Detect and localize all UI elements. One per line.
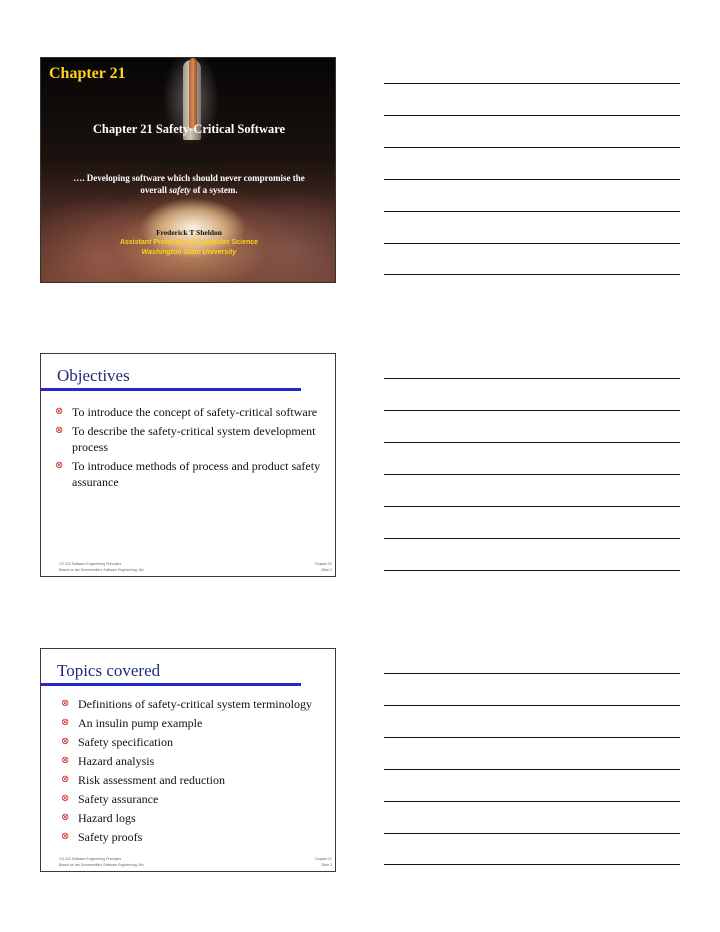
slide-footer-number: Chapter 21 Slide 2 <box>314 562 332 572</box>
circled-x-bullet-icon: ⊗ <box>61 812 70 823</box>
author-name: Frederick T Sheldon <box>156 228 222 237</box>
list-item: ⊗ Definitions of safety-critical system terminology <box>61 697 312 711</box>
note-line <box>384 274 680 275</box>
list-item: ⊗ To describe the safety-critical system development process <box>55 424 316 454</box>
note-line <box>384 179 680 180</box>
list-item: ⊗ Hazard logs <box>61 811 136 825</box>
circled-x-bullet-icon: ⊗ <box>55 425 64 436</box>
note-line <box>384 506 680 507</box>
circled-x-bullet-icon: ⊗ <box>61 793 70 804</box>
note-line <box>384 737 680 738</box>
slide-title: Topics covered <box>57 661 161 680</box>
chapter-label: Chapter 21 <box>49 65 126 82</box>
list-item: ⊗ Safety assurance <box>61 792 159 806</box>
list-item: ⊗ An insulin pump example <box>61 716 203 730</box>
note-line <box>384 538 680 539</box>
circled-x-bullet-icon: ⊗ <box>55 460 64 471</box>
list-item: ⊗ Safety proofs <box>61 830 143 844</box>
note-line <box>384 115 680 116</box>
circled-x-bullet-icon: ⊗ <box>61 774 70 785</box>
author-position: Assistant Professor of Computer Science <box>119 239 259 246</box>
learning-objective-text: …. Developing software which should never compromise the overall safety of a system. <box>73 173 305 195</box>
note-line <box>384 570 680 571</box>
note-line <box>384 474 680 475</box>
slide-title: Chapter 21 Safety-Critical Software <box>92 122 286 136</box>
note-line <box>384 410 680 411</box>
title-underline <box>41 683 301 686</box>
author-university: Washington State University <box>141 249 237 256</box>
note-line <box>384 211 680 212</box>
list-item: ⊗ To introduce the concept of safety-critical software <box>55 405 318 419</box>
bullet-list <box>61 696 321 848</box>
circled-x-bullet-icon: ⊗ <box>61 717 70 728</box>
objectives-slide <box>40 353 336 577</box>
bullet-list <box>55 404 325 493</box>
slide-footer-number: Chapter 21 Slide 3 <box>314 857 332 867</box>
note-line <box>384 378 680 379</box>
title-slide <box>40 57 336 283</box>
circled-x-bullet-icon: ⊗ <box>61 698 70 709</box>
list-item: ⊗ Risk assessment and reduction <box>61 773 225 787</box>
note-line <box>384 83 680 84</box>
circled-x-bullet-icon: ⊗ <box>55 406 64 417</box>
circled-x-bullet-icon: ⊗ <box>61 831 70 842</box>
slide-title: Objectives <box>57 366 130 385</box>
list-item: ⊗ Hazard analysis <box>61 754 155 768</box>
note-line <box>384 769 680 770</box>
external-tank-image <box>189 58 197 128</box>
note-line <box>384 833 680 834</box>
note-line <box>384 147 680 148</box>
circled-x-bullet-icon: ⊗ <box>61 736 70 747</box>
circled-x-bullet-icon: ⊗ <box>61 755 70 766</box>
note-line <box>384 864 680 865</box>
topics-slide <box>40 648 336 872</box>
slide-footer-course: CS 422 Software Engineering Principles Based on Ian Sommerville's Software Engineering, 6th <box>59 562 144 572</box>
note-line <box>384 673 680 674</box>
note-line <box>384 243 680 244</box>
note-line <box>384 705 680 706</box>
note-line <box>384 801 680 802</box>
slide-footer-course: CS 422 Software Engineering Principles Based on Ian Sommerville's Software Engineering, 6th <box>59 857 144 867</box>
emphasis-safety: safety <box>169 185 191 195</box>
learning-objective-heading: Learning Objective <box>155 156 223 165</box>
title-underline <box>41 388 301 391</box>
list-item: ⊗ Safety specification <box>61 735 173 749</box>
note-line <box>384 442 680 443</box>
list-item: ⊗ To introduce methods of process and product safety assurance <box>55 459 321 489</box>
